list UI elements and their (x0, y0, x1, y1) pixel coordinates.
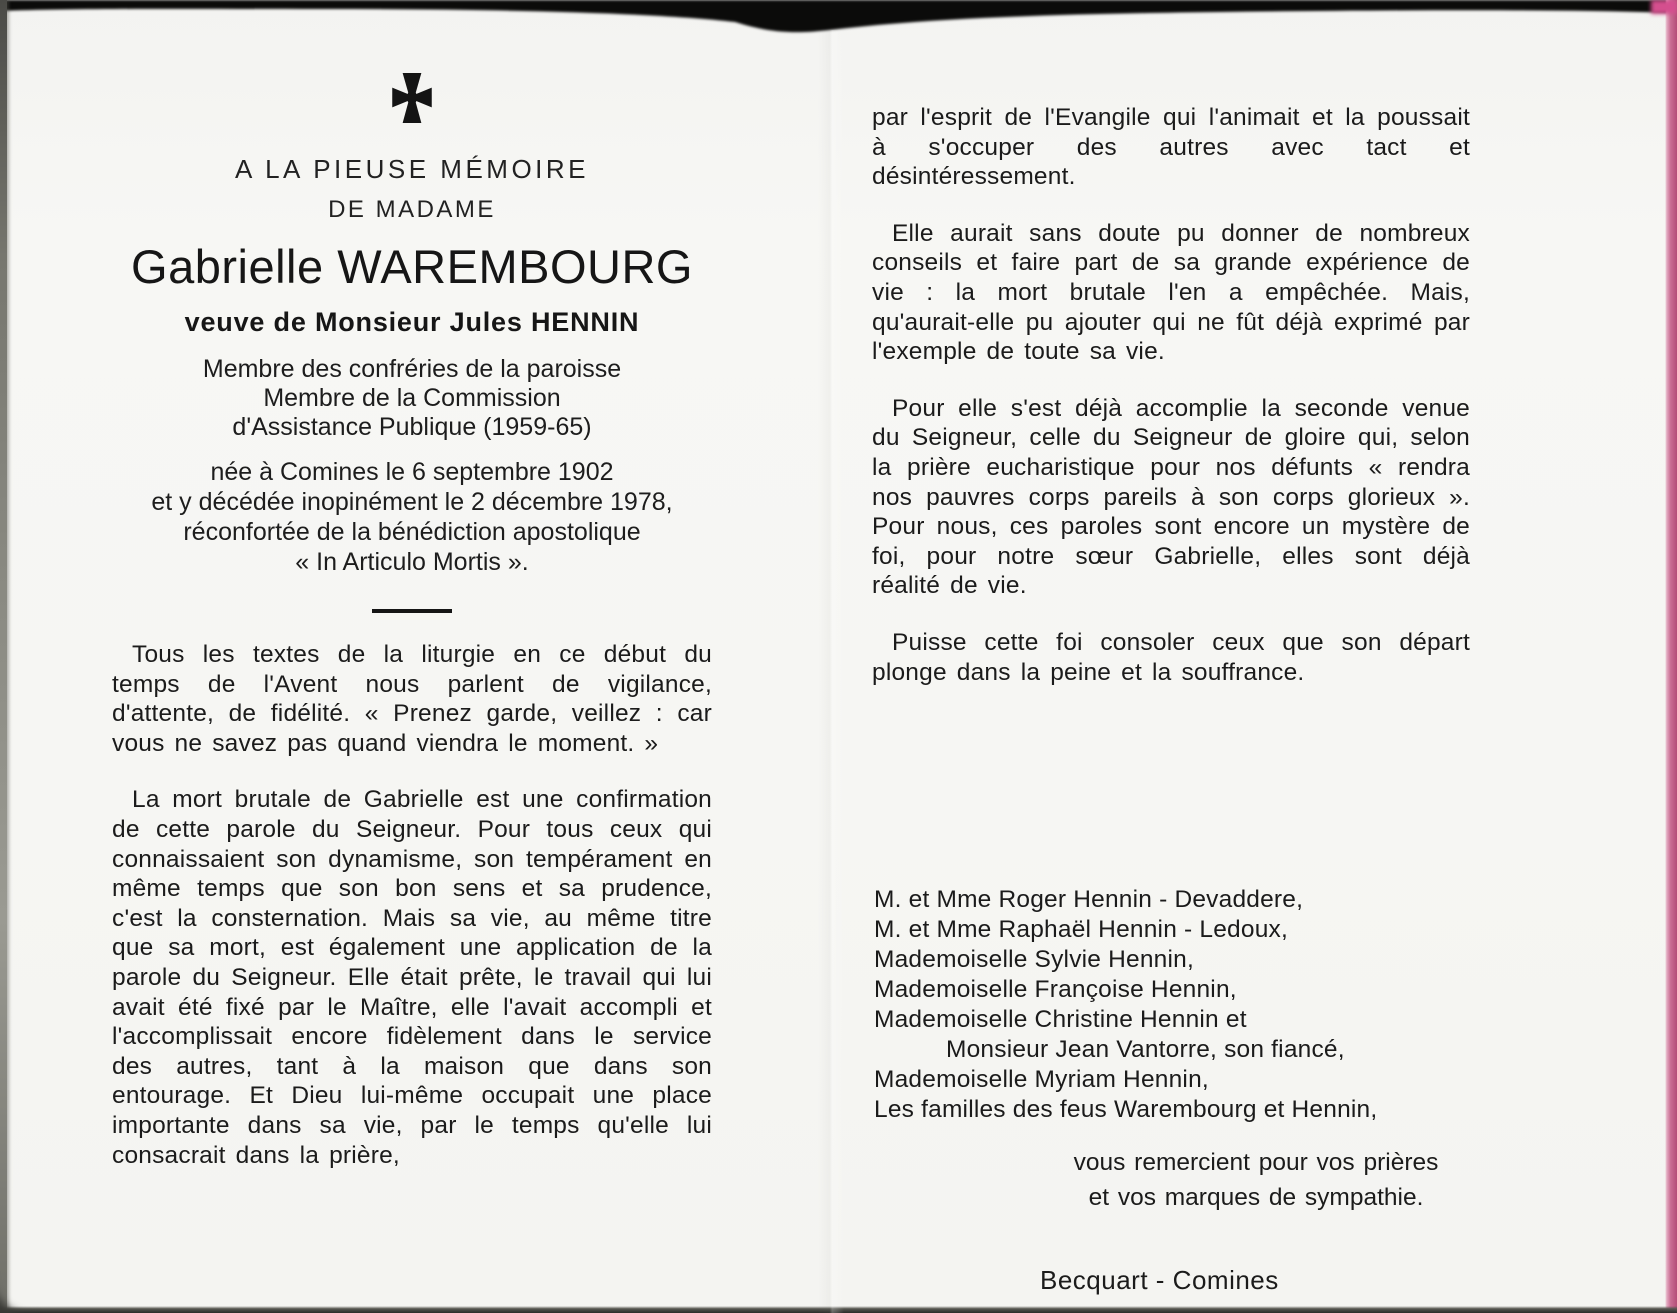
memoriam-heading: A LA PIEUSE MÉMOIRE (234, 154, 590, 184)
family-member: M. et Mme Roger Hennin - Devaddere, (874, 886, 1304, 913)
role-line: d'Assistance Publique (1959-65) (232, 413, 592, 441)
thanks-line: vous remercient pour vos prières (1073, 1149, 1439, 1176)
family-member: Mademoiselle Christine Hennin et (874, 1006, 1247, 1033)
madame-heading: DE MADAME (328, 196, 496, 223)
section-divider (372, 609, 452, 613)
role-line: Membre de la Commission (263, 384, 561, 412)
deceased-name: Gabrielle WAREMBOURG (131, 240, 693, 293)
roles-block (112, 355, 712, 442)
family-member: Mademoiselle Myriam Hennin, (874, 1066, 1209, 1093)
scan-right-edge (1665, 0, 1677, 1313)
family-member: Mademoiselle Sylvie Hennin, (874, 946, 1194, 973)
widow-subtitle: veuve de Monsieur Jules HENNIN (184, 307, 640, 337)
family-member: M. et Mme Raphaël Hennin - Ledoux, (874, 916, 1288, 943)
page-fold-gutter (818, 30, 844, 1313)
family-list (874, 885, 1470, 1125)
right-paragraph-3: Pour elle s'est déjà accomplie la seconde venue du Seigneur, celle du Seigneur de gloire qui, selon la prière eucharistique pour nos défunts « rendra nos pauvres corps pareils à son corps glorieux ». Pour nous, ces paroles sont encore un mystère de foi, pour notre sœur Gabrielle, elles sont déjà réalité de vie. (872, 394, 1470, 600)
right-paragraph-1: par l'esprit de l'Evangile qui l'animait et la poussait à s'occuper des autres avec tact et désintéressement. (872, 104, 1470, 191)
scan-corner-top-right (1651, 0, 1677, 14)
in-articulo-mortis-line: « In Articulo Mortis ». (295, 548, 529, 576)
birth-line: née à Comines le 6 septembre 1902 (210, 458, 614, 486)
scan-corner-bottom-left (0, 1271, 40, 1313)
right-paragraph-2: Elle aurait sans doute pu donner de nombreux conseils et faire part de sa grande expérience de vie : la mort brutale l'en a empêchée. Mais, qu'aurait-elle pu ajouter qui ne fût déjà exprimé par l'exemple de toute sa vie. (872, 219, 1470, 366)
right-page (872, 103, 1470, 1295)
scan-left-edge (0, 0, 7, 1313)
death-line: et y décédée inopinément le 2 décembre 1978, (151, 488, 673, 516)
cross-wrap (112, 72, 712, 128)
left-page (112, 72, 712, 1170)
thanks-block (1040, 1145, 1472, 1215)
life-dates-block (112, 457, 712, 577)
printer-credit: Becquart - Comines (1040, 1265, 1279, 1295)
thanks-line: et vos marques de sympathie. (1088, 1184, 1424, 1211)
family-member-fiance: Monsieur Jean Vantorre, son fiancé, (946, 1036, 1345, 1063)
left-paragraph-2: La mort brutale de Gabrielle est une confirmation de cette parole du Seigneur. Pour tous ceux qui connaissaient son dynamisme, son tempérament en même temps que son bon sens et sa prudence, c'est la consternation. Mais sa vie, au même titre que sa mort, est également une application de la parole du Seigneur. Elle était prête, le travail qui lui avait été fixé par le Maître, elle l'avait accompli et l'accomplissait encore fidèlement dans le service des autres, tant à la maison que dans son entourage. Et Dieu lui-même occupait une place importante dans sa vie, par le temps qu'elle lui consacrait dans la prière, (112, 786, 712, 1169)
family-member: Les familles des feus Warembourg et Hennin, (874, 1096, 1378, 1123)
right-paragraph-4: Puisse cette foi consoler ceux que son départ plonge dans la peine et la souffrance. (872, 628, 1470, 686)
maltese-cross-icon (389, 72, 435, 124)
left-paragraph-1: Tous les textes de la liturgie en ce début du temps de l'Avent nous parlent de vigilance, d'attente, de fidélité. « Prenez garde, veillez : car vous ne savez pas quand viendra le moment. » (112, 641, 712, 757)
role-line: Membre des confréries de la paroisse (202, 355, 622, 383)
family-member: Mademoiselle Françoise Hennin, (874, 976, 1237, 1003)
benediction-line: réconfortée de la bénédiction apostolique (183, 518, 641, 546)
